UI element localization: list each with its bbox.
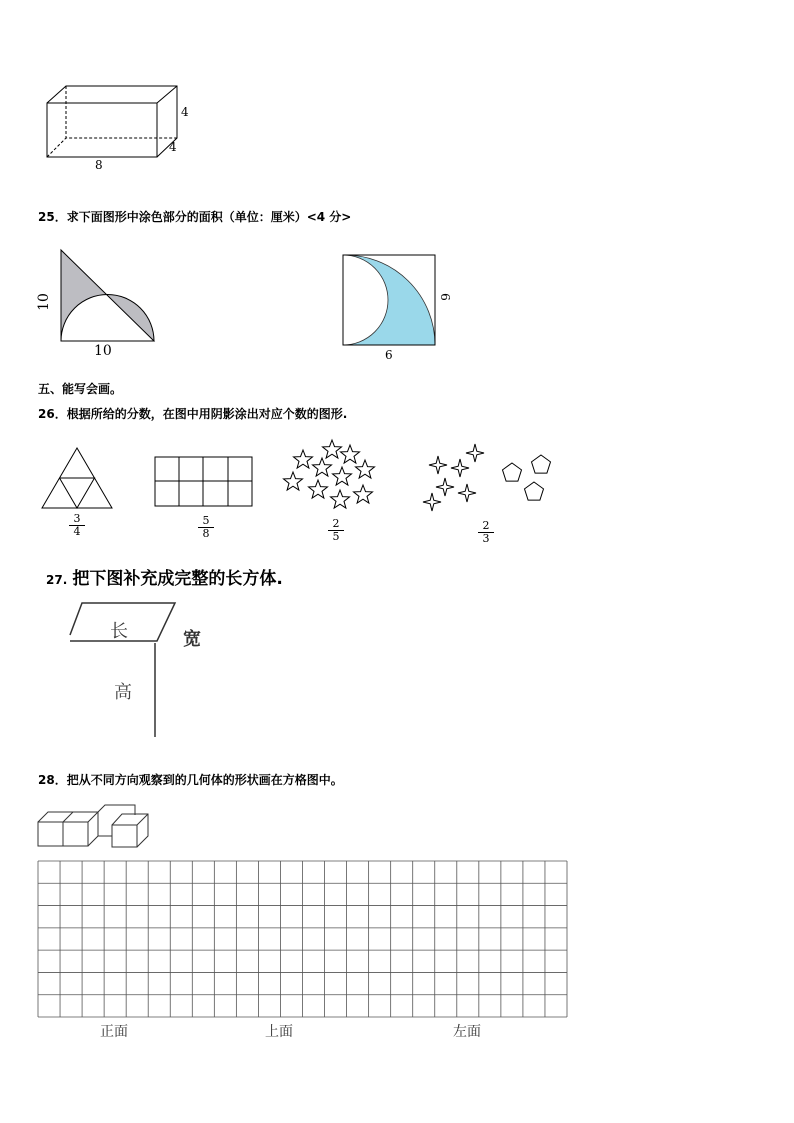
question-27-number: 27. — [46, 573, 68, 587]
question-27-title — [46, 564, 283, 589]
four-point-stars-group — [423, 444, 484, 511]
fig1-base-label: 10 — [94, 343, 112, 359]
star-icon — [323, 440, 342, 458]
question-27-text: 把下图补充成完整的长方体. — [72, 569, 283, 589]
length-label: 长 — [110, 621, 128, 642]
fig2-side-label: 6 — [437, 293, 452, 301]
cuboid-height-label: 4 — [181, 105, 189, 119]
pentagon-icon — [532, 455, 551, 473]
four-point-star-icon — [423, 493, 441, 511]
fig1-side-label: 10 — [35, 293, 52, 311]
star-icon — [354, 485, 373, 503]
fraction-sparkles-pentagons: $\frac{2}{3}$ — [478, 520, 494, 545]
four-point-star-icon — [429, 456, 447, 474]
cube-solid-figure — [38, 805, 148, 847]
fraction-rectangle: $\frac{5}{8}$ — [198, 515, 214, 540]
fraction-stars: $\frac{2}{5}$ — [328, 518, 344, 543]
pentagon-icon — [503, 463, 522, 481]
star-icon — [313, 458, 332, 476]
star-icon — [294, 450, 313, 468]
view-label-top: 上面 — [265, 1024, 293, 1040]
square-crescent-figure — [343, 255, 435, 345]
star-icon — [284, 472, 303, 490]
four-point-star-icon — [466, 444, 484, 462]
star-icon — [341, 445, 360, 463]
square-grid[interactable] — [38, 861, 567, 1017]
star-icon — [333, 467, 352, 485]
star-icon — [331, 490, 350, 508]
star-icon — [309, 480, 328, 498]
rectangle-grid-figure — [155, 457, 252, 506]
triangle-divided-figure — [42, 448, 112, 508]
pentagons-group — [503, 455, 551, 500]
fraction-triangle: $\frac{3}{4}$ — [69, 513, 85, 538]
star-icon — [356, 460, 375, 478]
four-point-star-icon — [458, 484, 476, 502]
triangle-semicircle-figure — [61, 250, 154, 341]
stars-group — [284, 440, 375, 508]
pentagon-icon — [525, 482, 544, 500]
fig2-base-label: 6 — [385, 348, 393, 362]
width-label: 宽 — [183, 629, 201, 650]
height-label: 高 — [114, 682, 132, 703]
view-label-left: 左面 — [453, 1024, 481, 1040]
four-point-star-icon — [436, 478, 454, 496]
question-25-title: 25．求下面图形中涂色部分的面积（单位：厘米）<4 分> — [38, 210, 352, 224]
question-28-title: 28．把从不同方向观察到的几何体的形状画在方格图中。 — [38, 773, 343, 787]
cuboid-width-label: 4 — [169, 140, 177, 154]
section-5-title: 五、能写会画。 — [38, 382, 123, 396]
cuboid-length-label: 8 — [95, 158, 103, 172]
view-label-front: 正面 — [100, 1024, 128, 1040]
cuboid-figure — [47, 86, 177, 157]
question-26-title: 26．根据所给的分数，在图中用阴影涂出对应个数的图形. — [38, 407, 348, 421]
four-point-star-icon — [451, 459, 469, 477]
